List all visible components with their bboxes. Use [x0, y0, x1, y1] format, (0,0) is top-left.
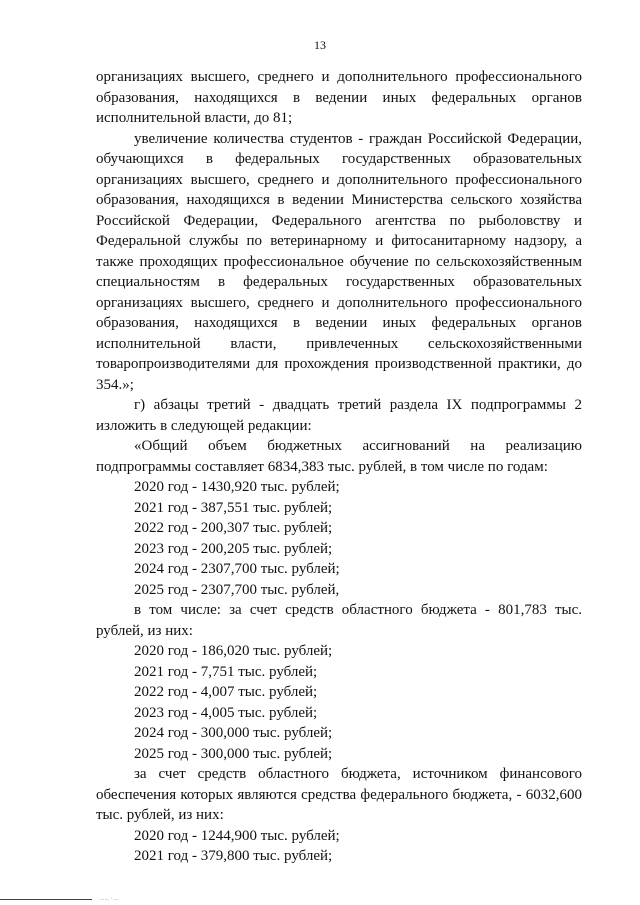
- list-item: 2025 год - 300,000 тыс. рублей;: [134, 745, 333, 762]
- list-item: 2024 год - 300,000 тыс. рублей;: [134, 725, 333, 741]
- paragraph-regional-budget: в том числе: за счет средств областного бюджета - 801,783 тыс. рублей, из них:: [96, 602, 582, 639]
- paragraph-students-count: увеличение количества студентов - граждан Российской Федерации, обучающихся в федеральных государственных образовательных организациях высшего, среднего и дополнительного профессионального образования, находящихся в ведении Министерства сельского хозяйства Российской Федерации, Федерального агентства по рыболовству и Федеральной службы по ветеринарному и фитосанитарному надзору, а также проходящих профессиональное обучение по сельскохозяйственным специальностям в федеральных государственных образовательных организациях высшего, среднего и дополнительного профессионального образования, находящихся в ведении иных федеральных органов исполнительной власти, привлеченных сельскохозяйственными товаропроизводителями для прохождения производственной практики, до 354.»;: [96, 130, 582, 393]
- paragraph-federal-funded-budget: за счет средств областного бюджета, источником финансового обеспечения которых являются средства федерального бюджета, - 6032,600 тыс. рублей, из них:: [96, 766, 582, 823]
- list-item: 2020 год - 1430,920 тыс. рублей;: [134, 479, 340, 495]
- list-item: 2022 год - 4,007 тыс. рублей;: [134, 684, 318, 700]
- list-item: 2023 год - 200,205 тыс. рублей;: [134, 540, 333, 557]
- footer-mark: ...... · ...: [100, 896, 119, 902]
- paragraph-total-budget: «Общий объем бюджетных ассигнований на реализацию подпрограммы составляет 6834,383 тыс. рублей, в том числе по годам:: [96, 438, 582, 475]
- total-budget-by-year-list: [96, 477, 582, 600]
- list-item: 2022 год - 200,307 тыс. рублей;: [134, 520, 333, 536]
- paragraph-organizations-count: организациях высшего, среднего и дополнительного профессионального образования, находящихся в ведении иных федеральных органов исполнительной власти, до 81;: [96, 69, 582, 126]
- list-item: 2021 год - 387,551 тыс. рублей;: [134, 499, 333, 516]
- regional-budget-by-year-list: [96, 641, 582, 764]
- list-item: 2024 год - 2307,700 тыс. рублей;: [134, 561, 340, 577]
- federal-budget-by-year-list: [96, 826, 582, 867]
- paragraph-amendment-g: г) абзацы третий - двадцать третий раздела IX подпрограммы 2 изложить в следующей редакции:: [96, 397, 582, 434]
- list-item: 2020 год - 186,020 тыс. рублей;: [134, 643, 333, 659]
- list-item: 2025 год - 2307,700 тыс. рублей,: [134, 581, 340, 598]
- footer-divider: [0, 899, 92, 900]
- document-body: [96, 67, 582, 867]
- list-item: 2021 год - 379,800 тыс. рублей;: [134, 848, 333, 864]
- list-item: 2020 год - 1244,900 тыс. рублей;: [134, 827, 340, 844]
- list-item: 2023 год - 4,005 тыс. рублей;: [134, 704, 318, 721]
- page-number: 13: [314, 38, 326, 52]
- list-item: 2021 год - 7,751 тыс. рублей;: [134, 663, 318, 680]
